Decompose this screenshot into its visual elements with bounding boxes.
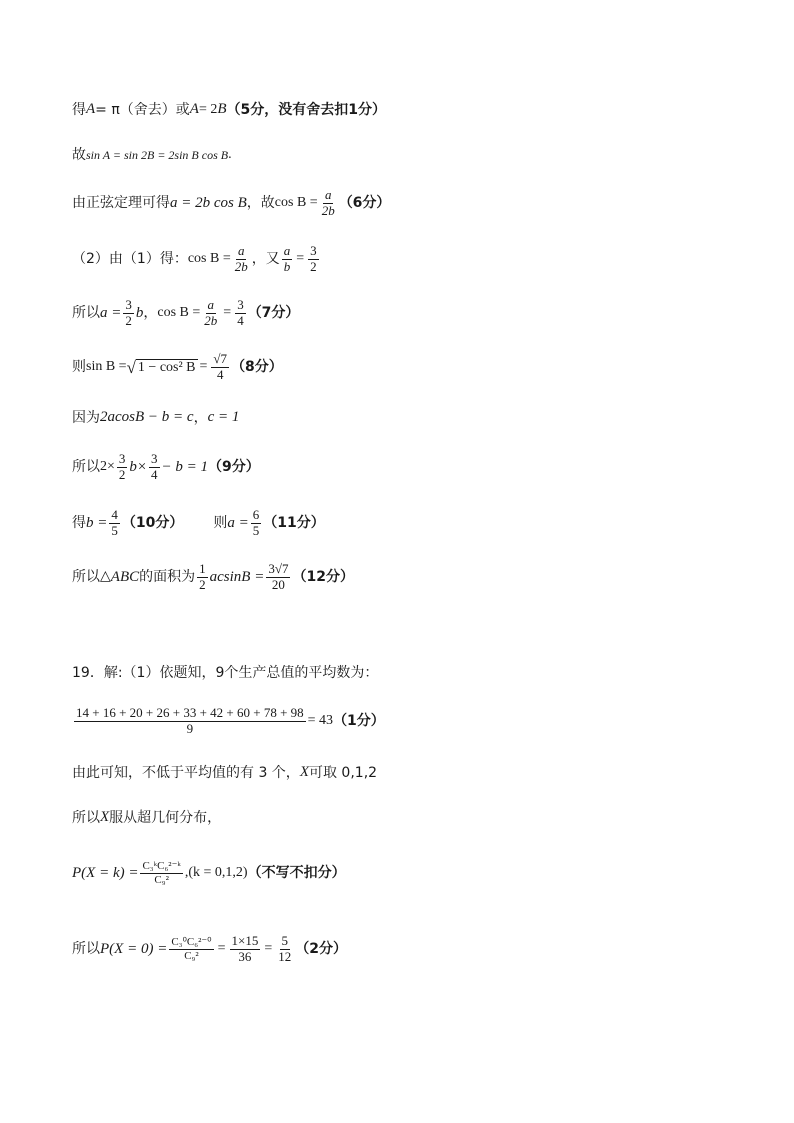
score-note: （2分） xyxy=(295,941,347,958)
text: = π（舍去）或 xyxy=(95,101,190,118)
formula: a = xyxy=(100,304,122,321)
formula: 2acosB − b = c xyxy=(100,409,194,425)
problem-19-heading xyxy=(72,666,378,680)
var: ABC xyxy=(110,568,140,585)
formula: acsinB = xyxy=(209,568,265,585)
text: 则 xyxy=(213,515,228,532)
formula: sin A = sin 2B = 2sin B cos B xyxy=(86,148,229,162)
text: 所以 xyxy=(72,809,100,826)
text: 19．解:（1）依题知，9个生产总值的平均数为： xyxy=(72,665,379,681)
text: 由此可知，不低于平均值的有 3 个， xyxy=(72,764,300,781)
text: 故 xyxy=(72,147,86,163)
fraction: $\frac{3}{2}$ xyxy=(310,243,317,274)
formula: ,(k = 0,1,2) xyxy=(184,865,248,881)
text: 由正弦定理可得 xyxy=(72,195,170,212)
score-note: （7分） xyxy=(247,305,300,322)
fraction: $\frac{3}{2}$ xyxy=(118,451,126,482)
score-note: （12分） xyxy=(292,569,354,586)
solution-line-4 xyxy=(72,244,321,275)
fraction: $\frac{a}{2b}$ xyxy=(321,187,335,218)
score-note: （5分，没有舍去扣1分） xyxy=(226,101,387,118)
solution-line-8 xyxy=(72,452,260,483)
solution-line-13 xyxy=(72,765,377,780)
solution-line-5 xyxy=(72,298,299,329)
fraction: $\frac{a}{2b}$ xyxy=(234,243,248,274)
text: 得 xyxy=(72,515,86,532)
text: 则 xyxy=(72,359,86,376)
text: . xyxy=(228,147,232,162)
text: = xyxy=(223,305,232,321)
text: = xyxy=(217,941,226,957)
fraction: $\frac{14 + 16 + 20 + 26 + 33 + 42 + 60 + 78 + 98}{9}$ xyxy=(76,705,304,736)
formula: a = 2b cos B xyxy=(170,194,247,211)
var: A xyxy=(86,101,96,117)
text: （2）由（1）得： xyxy=(72,251,188,268)
formula: 2× xyxy=(100,459,115,475)
text: 所以 xyxy=(72,569,100,586)
fraction: $\frac{\text{C₃⁰C₆²⁻⁰}}{\text{C₉²}}$ xyxy=(171,936,212,962)
text: 可取 0,1,2 xyxy=(308,764,378,781)
solution-line-15 xyxy=(72,860,346,886)
var: X xyxy=(100,809,110,825)
formula: a = xyxy=(227,514,249,531)
score-note: （不写不扣分） xyxy=(247,865,346,882)
fraction: $\frac{√7}{4}$ xyxy=(213,351,228,382)
text: 所以 xyxy=(72,305,100,322)
solution-line-6 xyxy=(72,352,283,383)
fraction: $\frac{a}{2b}$ xyxy=(204,297,218,328)
formula: cos B = xyxy=(157,305,201,321)
text: = 2 xyxy=(198,101,218,117)
solution-line-2 xyxy=(72,148,232,162)
solution-line-9 xyxy=(72,508,325,539)
text: 服从超几何分布， xyxy=(109,809,222,826)
formula: sin B = xyxy=(86,359,127,375)
text: 得 xyxy=(72,101,86,118)
text: 所以 xyxy=(72,459,100,476)
formula: cos B = xyxy=(187,251,231,267)
score-note: （11分） xyxy=(263,515,325,532)
fraction: $\frac{3}{4}$ xyxy=(237,297,244,328)
text: 的面积为 xyxy=(139,569,196,586)
text: 所以 xyxy=(72,941,100,958)
var: b xyxy=(135,304,144,321)
formula: b = xyxy=(86,514,108,531)
score-note: （9分） xyxy=(208,459,260,476)
solution-line-10 xyxy=(72,562,354,593)
text: = xyxy=(199,359,208,375)
text: = xyxy=(264,941,273,957)
formula: P(X = k) = xyxy=(72,864,139,881)
fraction: $\frac{1\times 15}{36}$ xyxy=(231,933,259,964)
solution-line-1 xyxy=(72,102,386,117)
formula: = 43 xyxy=(307,713,334,729)
text: ， xyxy=(143,305,158,322)
var: B xyxy=(217,101,227,117)
triangle-symbol: △ xyxy=(100,569,111,585)
var: X xyxy=(299,764,309,780)
fraction: $\frac{a}{b}$ xyxy=(283,243,291,274)
var: A xyxy=(189,101,199,117)
score-note: （10分） xyxy=(121,515,184,532)
score-note: （1分） xyxy=(333,713,385,730)
formula: c = 1 xyxy=(207,409,240,425)
text: ，又 xyxy=(251,251,280,268)
score-note: （6分） xyxy=(338,195,391,212)
fraction: $\frac{3}{4}$ xyxy=(151,451,158,482)
text: 因为 xyxy=(72,409,100,426)
square-root: √ 1 − cos² B xyxy=(126,357,196,377)
fraction: $\frac{3√7}{20}$ xyxy=(268,561,289,592)
formula: P(X = 0) = xyxy=(100,940,168,957)
solution-line-16 xyxy=(72,934,347,965)
text: ，故 xyxy=(246,195,275,212)
solution-line-12 xyxy=(72,706,385,737)
solution-line-7 xyxy=(72,410,239,425)
formula: − b = 1 xyxy=(161,458,209,475)
fraction: $\frac{3}{2}$ xyxy=(125,297,132,328)
fraction: $\frac{\text{C₃ᵏC₆²⁻ᵏ}}{\text{C₉²}}$ xyxy=(142,860,181,886)
formula: b× xyxy=(129,458,148,475)
fraction: $\frac{6}{5}$ xyxy=(252,507,260,538)
fraction: $\frac{5}{12}$ xyxy=(278,933,292,964)
text: ， xyxy=(193,409,208,426)
score-note: （8分） xyxy=(231,359,283,376)
formula: cos B = xyxy=(274,195,318,211)
solution-line-14 xyxy=(72,810,221,825)
fraction: $\frac{4}{5}$ xyxy=(111,507,118,538)
solution-line-3 xyxy=(72,188,390,219)
fraction: $\frac{1}{2}$ xyxy=(199,561,206,592)
text: = xyxy=(296,251,305,267)
